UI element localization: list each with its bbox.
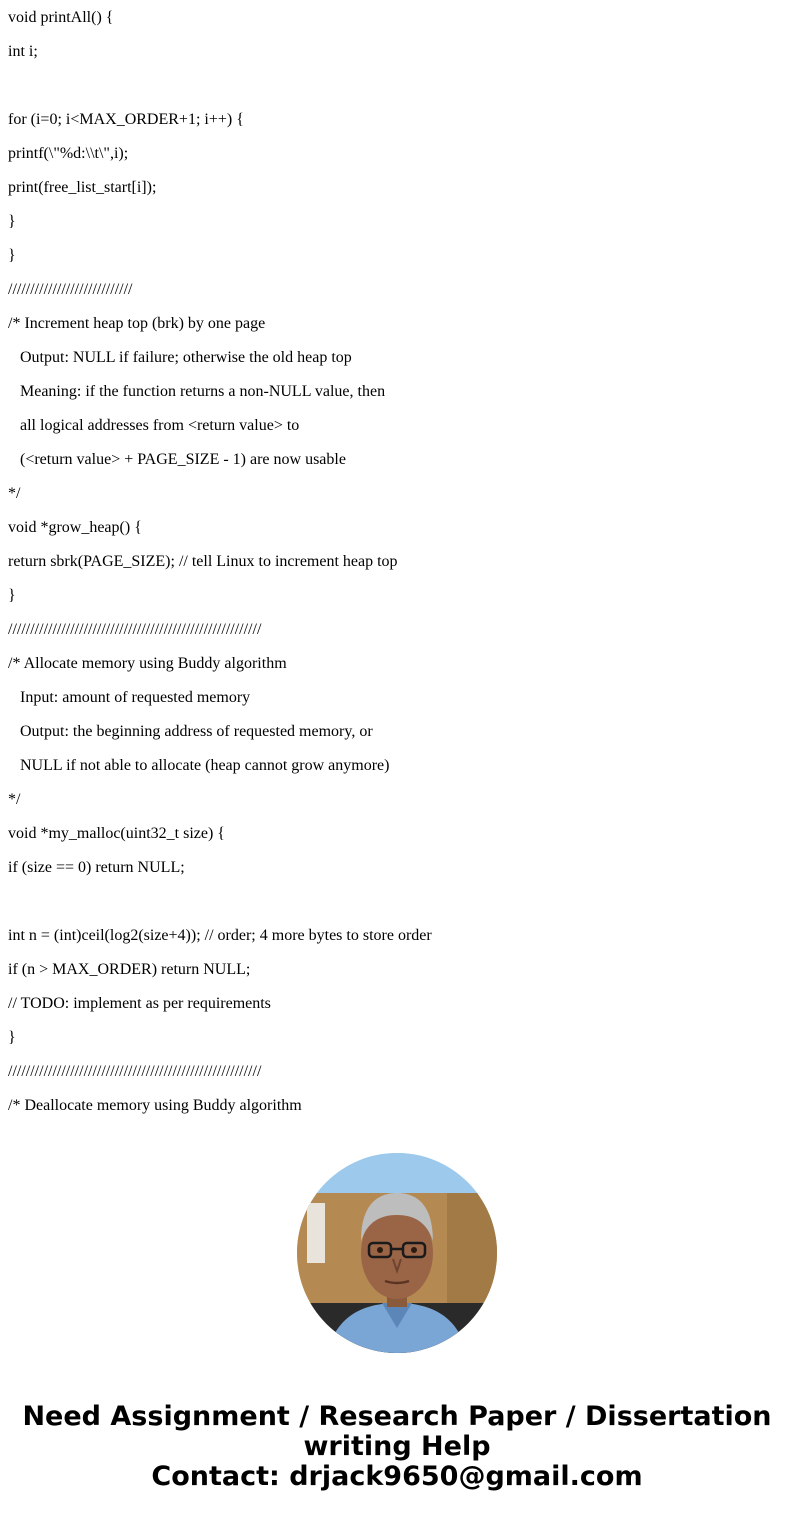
code-line: } <box>8 247 16 264</box>
author-avatar <box>297 1153 497 1353</box>
code-line: printf(\"%d:\\t\",i); <box>8 145 129 162</box>
code-line: void *grow_heap() { <box>8 519 142 536</box>
code-line: ///////////////////////////////////////////////////////// <box>8 1063 262 1080</box>
code-line: //////////////////////////// <box>8 281 133 298</box>
code-line: int i; <box>8 43 38 60</box>
code-line: print(free_list_start[i]); <box>8 179 157 196</box>
code-line: void *my_malloc(uint32_t size) { <box>8 825 225 842</box>
contact-email: Contact: drjack9650@gmail.com <box>151 1461 643 1492</box>
code-line: /* Allocate memory using Buddy algorithm <box>8 655 287 672</box>
code-line: } <box>8 213 16 230</box>
code-listing <box>8 0 788 1122</box>
code-line <box>8 68 788 102</box>
code-line: Output: the beginning address of requested memory, or <box>8 723 373 740</box>
person-avatar-icon <box>297 1153 497 1353</box>
code-line: return sbrk(PAGE_SIZE); // tell Linux to increment heap top <box>8 553 398 570</box>
code-line: if (size == 0) return NULL; <box>8 859 185 876</box>
code-line: */ <box>8 485 21 502</box>
code-line: */ <box>8 791 21 808</box>
code-line: } <box>8 587 16 604</box>
code-line: all logical addresses from <return value> to <box>8 417 300 434</box>
code-line: (<return value> + PAGE_SIZE - 1) are now usable <box>8 451 346 468</box>
code-line: } <box>8 1029 16 1046</box>
code-line: void printAll() { <box>8 9 114 26</box>
promo-banner <box>0 1402 794 1492</box>
code-line: NULL if not able to allocate (heap cannot grow anymore) <box>8 757 390 774</box>
code-line: int n = (int)ceil(log2(size+4)); // order; 4 more bytes to store order <box>8 927 432 944</box>
code-line: // TODO: implement as per requirements <box>8 995 271 1012</box>
code-line: if (n > MAX_ORDER) return NULL; <box>8 961 251 978</box>
code-line: for (i=0; i<MAX_ORDER+1; i++) { <box>8 111 244 128</box>
code-line: ///////////////////////////////////////////////////////// <box>8 621 262 638</box>
code-line: /* Deallocate memory using Buddy algorithm <box>8 1097 302 1114</box>
code-line: Input: amount of requested memory <box>8 689 251 706</box>
code-line: Output: NULL if failure; otherwise the old heap top <box>8 349 352 366</box>
promo-line-1: Need Assignment / Research Paper / Dissertation <box>22 1401 772 1432</box>
code-line <box>8 884 788 918</box>
code-line: /* Increment heap top (brk) by one page <box>8 315 266 332</box>
promo-line-2: writing Help <box>303 1431 491 1462</box>
code-line: Meaning: if the function returns a non-NULL value, then <box>8 383 386 400</box>
